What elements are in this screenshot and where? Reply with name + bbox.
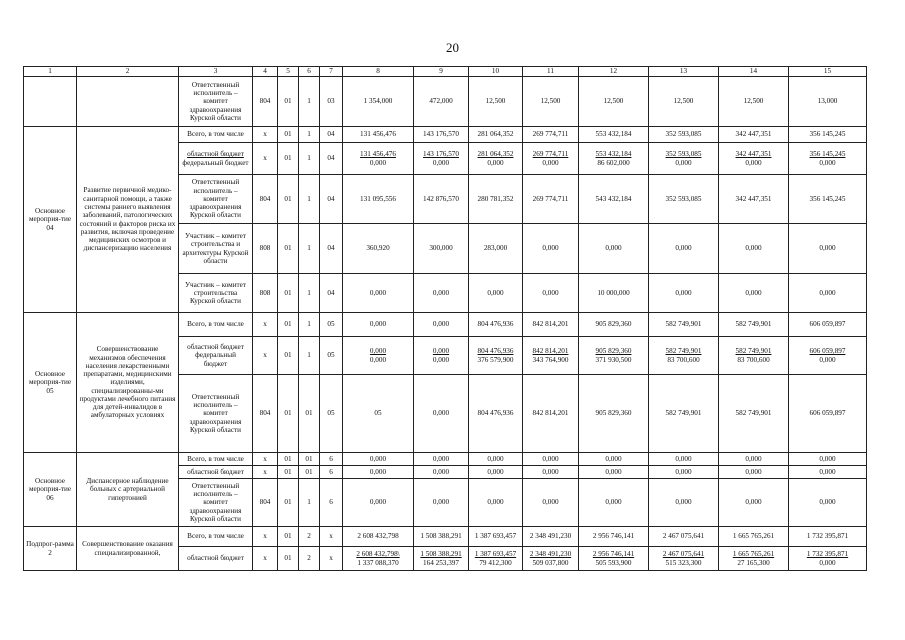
code-cell: 01 — [278, 127, 299, 143]
value-line: 0,000 — [369, 158, 387, 167]
column-header: 12 — [579, 67, 649, 77]
value-cell: 0,000 — [523, 274, 579, 313]
code-cell: 01 — [278, 313, 299, 337]
value-line: 0,000 — [432, 355, 450, 364]
column-header: 6 — [299, 67, 320, 77]
value-cell: 905 829,360 — [579, 375, 649, 453]
value-cell: 300,000 — [414, 224, 469, 274]
value-cell — [719, 547, 789, 571]
value-cell: 269 774,711 — [523, 175, 579, 224]
value-cell: 13,000 — [789, 77, 867, 127]
value-cell — [469, 143, 523, 175]
code-cell: 804 — [253, 77, 278, 127]
code-cell: 05 — [320, 313, 343, 337]
value-cell: 582 749,901 — [649, 375, 719, 453]
value-cell: 582 749,901 — [649, 313, 719, 337]
value-cell: 1 665 765,261 — [719, 527, 789, 547]
description-cell: Диспансерное наблюдение больных с артериальной гипертонией — [77, 453, 179, 527]
value-line: 83 700,600 — [667, 355, 700, 364]
code-cell: x — [320, 547, 343, 571]
code-cell: 05 — [320, 375, 343, 453]
value-line: 281 064,352 — [477, 150, 514, 159]
code-cell: 01 — [278, 224, 299, 274]
executor-cell — [179, 337, 253, 375]
value-cell — [649, 337, 719, 375]
code-cell: 1 — [299, 127, 320, 143]
value-cell: 0,000 — [343, 466, 414, 479]
code-cell: 01 — [278, 453, 299, 466]
code-cell: x — [253, 143, 278, 175]
code-cell: x — [253, 547, 278, 571]
executor-cell: областной бюджет — [179, 547, 253, 571]
value-line: 582 749,901 — [665, 347, 702, 356]
value-cell: 0,000 — [343, 453, 414, 466]
code-cell: 04 — [320, 224, 343, 274]
measure-cell: Подпрог-рамма 2 — [24, 527, 77, 571]
value-line: 0,000 — [369, 347, 387, 356]
value-cell: 0,000 — [343, 479, 414, 527]
code-cell: 01 — [278, 274, 299, 313]
value-cell: 360,920 — [343, 224, 414, 274]
value-line: 371 930,500 — [595, 355, 632, 364]
value-cell: 342 447,351 — [719, 127, 789, 143]
table-row — [24, 313, 867, 337]
code-cell: 1 — [299, 479, 320, 527]
value-cell: 131 456,476 — [343, 127, 414, 143]
column-header: 9 — [414, 67, 469, 77]
value-cell: 12,500 — [523, 77, 579, 127]
value-cell: 280 781,352 — [469, 175, 523, 224]
executor-cell: Участник – комитет строительства Курской области — [179, 274, 253, 313]
value-cell: 0,000 — [469, 274, 523, 313]
value-cell: 352 593,085 — [649, 175, 719, 224]
value-cell: 05 — [343, 375, 414, 453]
executor-cell: Всего, в том числе — [179, 127, 253, 143]
value-cell: 0,000 — [719, 466, 789, 479]
code-cell: x — [320, 527, 343, 547]
source-label: федеральный бюджет — [182, 158, 249, 167]
table-row — [24, 127, 867, 143]
column-header: 2 — [77, 67, 179, 77]
code-cell: x — [253, 127, 278, 143]
value-cell: 0,000 — [789, 224, 867, 274]
executor-cell: Ответственный исполнитель – комитет здравоохранения Курской области — [179, 175, 253, 224]
value-line: 0,000 — [675, 158, 692, 167]
executor-cell: Ответственный исполнитель – комитет здравоохранения Курской области — [179, 375, 253, 453]
value-line: 1 732 395,871 — [806, 550, 849, 559]
code-cell: 01 — [278, 479, 299, 527]
code-cell: 1 — [299, 274, 320, 313]
code-cell: 2 — [299, 527, 320, 547]
value-cell: 553 432,184 — [579, 127, 649, 143]
value-cell: 131 095,556 — [343, 175, 414, 224]
value-cell: 0,000 — [414, 274, 469, 313]
value-cell: 12,500 — [649, 77, 719, 127]
code-cell: 01 — [278, 175, 299, 224]
code-cell: 04 — [320, 274, 343, 313]
value-cell: 0,000 — [649, 466, 719, 479]
code-cell: 04 — [320, 175, 343, 224]
code-cell: 01 — [278, 547, 299, 571]
table-row — [24, 453, 867, 466]
value-cell: 12,500 — [719, 77, 789, 127]
value-cell: 143 176,570 — [414, 127, 469, 143]
value-cell: 269 774,711 — [523, 127, 579, 143]
value-cell: 0,000 — [579, 224, 649, 274]
measure-cell — [24, 77, 77, 127]
executor-cell: Ответственный исполнитель – комитет здравоохранения Курской области — [179, 479, 253, 527]
value-cell: 281 064,352 — [469, 127, 523, 143]
value-cell: 0,000 — [414, 375, 469, 453]
value-cell: 12,500 — [579, 77, 649, 127]
code-cell: 04 — [320, 127, 343, 143]
code-cell: x — [253, 453, 278, 466]
value-cell — [414, 143, 469, 175]
value-cell: 0,000 — [469, 466, 523, 479]
value-cell — [579, 337, 649, 375]
column-header: 15 — [789, 67, 867, 77]
value-cell — [789, 547, 867, 571]
code-cell: 804 — [253, 175, 278, 224]
source-label: федеральный — [195, 351, 236, 360]
code-cell: 03 — [320, 77, 343, 127]
value-cell: 0,000 — [579, 453, 649, 466]
value-cell: 842 814,201 — [523, 313, 579, 337]
column-header: 8 — [343, 67, 414, 77]
source-label: областной бюджет — [187, 150, 244, 159]
value-cell: 0,000 — [649, 479, 719, 527]
value-cell: 342 447,351 — [719, 175, 789, 224]
value-cell — [579, 143, 649, 175]
value-cell: 352 593,085 — [649, 127, 719, 143]
value-cell: 582 749,901 — [719, 313, 789, 337]
table-row — [24, 77, 867, 127]
value-cell: 582 749,901 — [719, 375, 789, 453]
value-cell: 0,000 — [719, 479, 789, 527]
code-cell: 804 — [253, 375, 278, 453]
header-row — [24, 67, 867, 77]
value-cell: 0,000 — [719, 453, 789, 466]
value-cell: 2 956 746,141 — [579, 527, 649, 547]
value-cell: 0,000 — [579, 466, 649, 479]
column-header: 11 — [523, 67, 579, 77]
value-line: 1 508 388,291 — [420, 550, 462, 559]
value-cell: 1 354,000 — [343, 77, 414, 127]
value-line: 27 165,300 — [737, 558, 770, 567]
value-cell: 0,000 — [789, 466, 867, 479]
value-line: 0,000 — [542, 158, 559, 167]
executor-cell: Всего, в том числе — [179, 527, 253, 547]
code-cell: 05 — [320, 337, 343, 375]
value-cell — [789, 337, 867, 375]
value-line: 79 412,300 — [479, 558, 512, 567]
value-cell — [719, 337, 789, 375]
code-cell: x — [253, 313, 278, 337]
code-cell: 808 — [253, 224, 278, 274]
value-line: 0,000 — [369, 355, 387, 364]
code-cell: 01 — [278, 337, 299, 375]
value-line: 2 348 491,230 — [529, 550, 572, 559]
value-line: 0,000 — [819, 158, 836, 167]
value-cell: 356 145,245 — [789, 175, 867, 224]
value-line: 505 593,900 — [595, 558, 632, 567]
value-line: 1 387 693,457 — [474, 550, 517, 559]
column-header: 13 — [649, 67, 719, 77]
value-cell: 1 387 693,457 — [469, 527, 523, 547]
code-cell: 1 — [299, 175, 320, 224]
value-cell: 0,000 — [414, 453, 469, 466]
value-cell: 1 508 388,291 — [414, 527, 469, 547]
value-line: 2 608 432,798\ — [356, 550, 400, 559]
code-cell: 04 — [320, 143, 343, 175]
value-line: 131 456,476 — [360, 150, 396, 159]
code-cell: 808 — [253, 274, 278, 313]
code-cell: x — [253, 466, 278, 479]
value-line: 0,000 — [432, 158, 450, 167]
value-cell: 905 829,360 — [579, 313, 649, 337]
value-cell — [523, 337, 579, 375]
value-cell — [343, 337, 414, 375]
value-cell: 0,000 — [414, 313, 469, 337]
value-cell: 142 876,570 — [414, 175, 469, 224]
value-line: 2 956 746,141 — [592, 550, 635, 559]
column-header: 3 — [179, 67, 253, 77]
value-cell: 606 059,897 — [789, 375, 867, 453]
value-line: 842 814,201 — [532, 347, 569, 356]
source-label: областной бюджет — [187, 343, 244, 352]
description-cell: Совершенствование механизмов обеспечения населения лекарственными препаратами, медицинскими изделиями, специализированны-ми продуктами лечебного питания для детей-инвалидов в амбулаторных условиях — [77, 313, 179, 453]
value-cell: 804 476,936 — [469, 375, 523, 453]
executor-cell: областной бюджет — [179, 466, 253, 479]
executor-cell: Всего, в том числе — [179, 313, 253, 337]
code-cell: 01 — [299, 466, 320, 479]
value-cell: 2 348 491,230 — [523, 527, 579, 547]
value-line: 83 700,600 — [737, 355, 770, 364]
code-cell: 1 — [299, 224, 320, 274]
value-cell: 10 000,000 — [579, 274, 649, 313]
code-cell: 6 — [320, 453, 343, 466]
value-line: 0,000 — [432, 347, 450, 356]
code-cell: 01 — [299, 453, 320, 466]
table-row — [24, 527, 867, 547]
measure-cell: Основное мероприя-тие 06 — [24, 453, 77, 527]
value-cell — [523, 143, 579, 175]
value-cell: 0,000 — [523, 466, 579, 479]
value-cell: 0,000 — [469, 453, 523, 466]
value-line: 553 432,184 — [595, 150, 632, 159]
value-cell — [469, 547, 523, 571]
value-line: 804 476,936 — [477, 347, 514, 356]
code-cell: 01 — [278, 527, 299, 547]
value-cell: 0,000 — [579, 479, 649, 527]
value-line: 343 764,900 — [532, 355, 569, 364]
value-line: 376 579,900 — [477, 355, 514, 364]
value-cell — [414, 337, 469, 375]
value-cell: 2 608 432,798 — [343, 527, 414, 547]
value-cell — [649, 547, 719, 571]
value-cell: 0,000 — [649, 453, 719, 466]
value-line: 0,000 — [745, 158, 762, 167]
value-cell — [523, 547, 579, 571]
value-cell: 606 059,897 — [789, 313, 867, 337]
value-line: 606 059,897 — [809, 347, 846, 356]
page-number: 20 — [446, 40, 459, 55]
column-header: 1 — [24, 67, 77, 77]
executor-cell: Участник – комитет строительства и архитектуры Курской области — [179, 224, 253, 274]
value-cell — [343, 547, 414, 571]
code-cell: 01 — [299, 375, 320, 453]
value-cell: 283,000 — [469, 224, 523, 274]
code-cell: x — [253, 527, 278, 547]
value-cell: 472,000 — [414, 77, 469, 127]
value-line: 0,000 — [819, 558, 836, 567]
value-cell — [649, 143, 719, 175]
code-cell: x — [253, 337, 278, 375]
value-line: 164 253,397 — [423, 558, 459, 567]
value-line: 0,000 — [819, 355, 836, 364]
value-cell: 804 476,936 — [469, 313, 523, 337]
value-cell: 0,000 — [523, 224, 579, 274]
value-cell: 12,500 — [469, 77, 523, 127]
value-line: 515 323,300 — [665, 558, 702, 567]
code-cell: 6 — [320, 466, 343, 479]
value-cell — [719, 143, 789, 175]
value-cell: 0,000 — [414, 479, 469, 527]
measure-cell: Основное мероприя-тие 05 — [24, 313, 77, 453]
value-line: 1 665 765,261 — [732, 550, 775, 559]
value-line: 509 037,800 — [532, 558, 569, 567]
value-line: 905 829,360 — [595, 347, 632, 356]
value-cell: 0,000 — [789, 274, 867, 313]
value-cell: 0,000 — [469, 479, 523, 527]
value-cell: 0,000 — [719, 274, 789, 313]
code-cell: 1 — [299, 77, 320, 127]
code-cell: 2 — [299, 547, 320, 571]
description-cell: Совершенствование оказания специализированной, — [77, 527, 179, 571]
value-cell — [414, 547, 469, 571]
value-cell: 543 432,184 — [579, 175, 649, 224]
code-cell: 804 — [253, 479, 278, 527]
code-cell: 01 — [278, 77, 299, 127]
code-cell: 6 — [320, 479, 343, 527]
value-cell: 0,000 — [719, 224, 789, 274]
value-cell — [469, 337, 523, 375]
value-cell: 0,000 — [649, 274, 719, 313]
code-cell: 01 — [278, 375, 299, 453]
value-cell: 1 732 395,871 — [789, 527, 867, 547]
value-cell: 0,000 — [523, 453, 579, 466]
description-cell — [77, 77, 179, 127]
code-cell: 1 — [299, 337, 320, 375]
value-cell — [343, 143, 414, 175]
value-cell: 0,000 — [789, 453, 867, 466]
value-line: 2 467 075,641 — [662, 550, 705, 559]
executor-cell: Ответственный исполнитель – комитет здравоохранения Курской области — [179, 77, 253, 127]
source-label: бюджет — [203, 359, 228, 368]
value-cell — [789, 143, 867, 175]
value-line: 582 749,901 — [735, 347, 772, 356]
code-cell: 01 — [278, 466, 299, 479]
value-line: 0,000 — [487, 158, 504, 167]
value-cell: 0,000 — [343, 274, 414, 313]
value-cell: 0,000 — [789, 479, 867, 527]
column-header: 5 — [278, 67, 299, 77]
column-header: 7 — [320, 67, 343, 77]
value-cell: 842 814,201 — [523, 375, 579, 453]
code-cell: 1 — [299, 143, 320, 175]
value-line: 356 145,245 — [809, 150, 846, 159]
value-line: 1 337 088,370 — [357, 558, 399, 567]
value-line: 86 602,000 — [597, 158, 630, 167]
budget-table — [23, 66, 867, 571]
value-line: 352 593,085 — [665, 150, 702, 159]
measure-cell: Основное мероприя-тие 04 — [24, 127, 77, 313]
executor-cell: Всего, в том числе — [179, 453, 253, 466]
value-line: 269 774,711 — [532, 150, 569, 159]
description-cell: Развитие первичной медико-санитарной помощи, а также системы раннего выявления заболеваний, патологических состояний и факторов риска их развития, включая проведение медицинских осмотров и диспансеризацию населения — [77, 127, 179, 313]
value-cell: 356 145,245 — [789, 127, 867, 143]
code-cell: 1 — [299, 313, 320, 337]
value-cell — [579, 547, 649, 571]
column-header: 10 — [469, 67, 523, 77]
value-cell: 0,000 — [343, 313, 414, 337]
column-header: 14 — [719, 67, 789, 77]
value-line: 143 176,570 — [423, 150, 459, 159]
value-line: 342 447,351 — [735, 150, 772, 159]
value-cell: 0,000 — [414, 466, 469, 479]
value-cell: 0,000 — [523, 479, 579, 527]
column-header: 4 — [253, 67, 278, 77]
executor-cell — [179, 143, 253, 175]
value-cell: 2 467 075,641 — [649, 527, 719, 547]
value-cell: 0,000 — [649, 224, 719, 274]
code-cell: 01 — [278, 143, 299, 175]
